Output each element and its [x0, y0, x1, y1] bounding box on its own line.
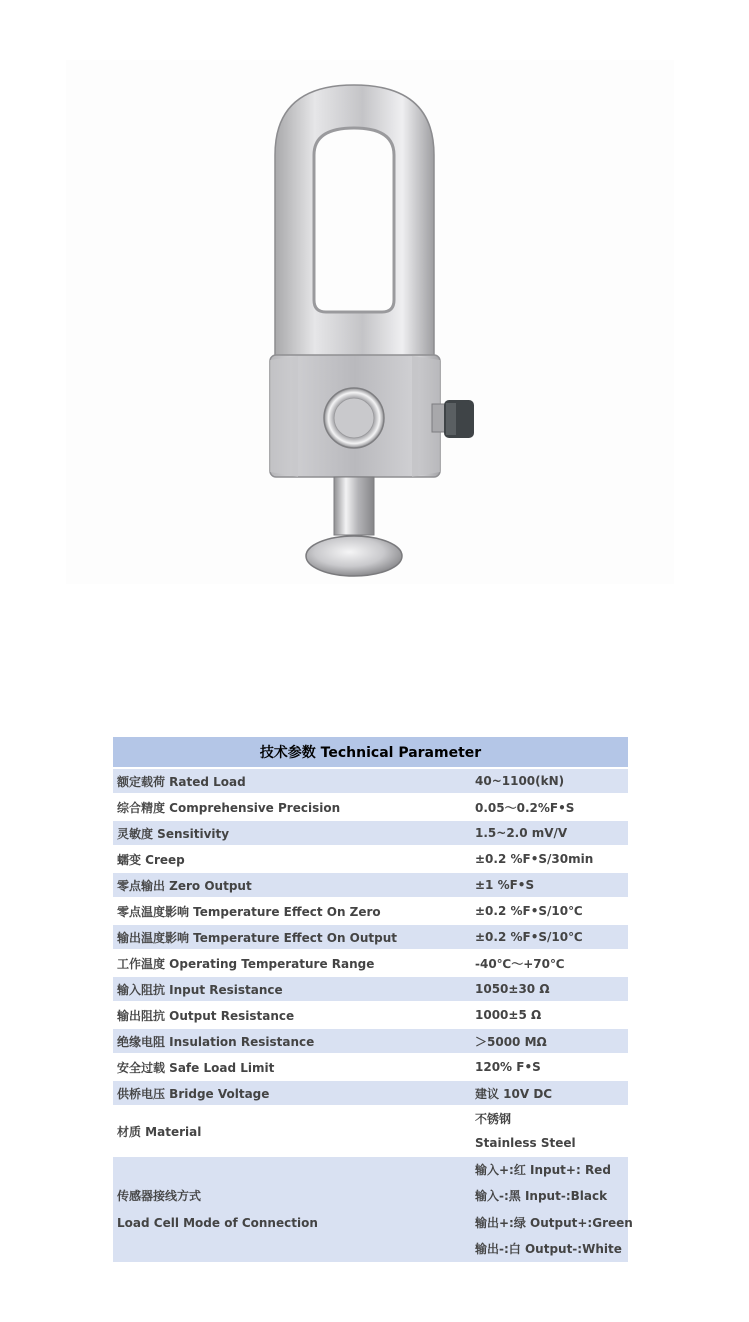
wire-output-plus: 输出+:绿 Output+:Green: [475, 1215, 633, 1230]
param-value: 120% F•S: [465, 1054, 628, 1080]
param-value: 0.05～0.2%F•S: [465, 794, 628, 820]
param-value: ±0.2 %F•S/30min: [465, 846, 628, 872]
param-value: 1000±5 Ω: [465, 1002, 628, 1028]
table-row: [113, 872, 628, 898]
table-row: [113, 820, 628, 846]
param-value: -40℃～+70℃: [465, 950, 628, 976]
table-row: [113, 794, 628, 820]
table-row: [113, 950, 628, 976]
wire-input-plus: 输入+:红 Input+: Red: [475, 1163, 611, 1177]
param-label: 输出阻抗 Output Resistance: [113, 1002, 465, 1028]
table-row: [113, 1054, 628, 1080]
table-header-row: [113, 737, 628, 768]
param-label: 绝缘电阻 Insulation Resistance: [113, 1028, 465, 1054]
param-label: 零点温度影响 Temperature Effect On Zero: [113, 898, 465, 924]
connection-row: [113, 1156, 628, 1263]
param-label: 零点输出 Zero Output: [113, 872, 465, 898]
param-label: 灵敏度 Sensitivity: [113, 820, 465, 846]
technical-parameter-table: [113, 737, 633, 1264]
param-label: 输入阻抗 Input Resistance: [113, 976, 465, 1002]
table-row: [113, 846, 628, 872]
material-row: [113, 1106, 628, 1156]
product-photo: [66, 60, 674, 584]
param-label: 输出温度影响 Temperature Effect On Output: [113, 924, 465, 950]
param-label: 额定载荷 Rated Load: [113, 768, 465, 794]
table-row: [113, 898, 628, 924]
param-label: 供桥电压 Bridge Voltage: [113, 1080, 465, 1106]
table-row: [113, 1028, 628, 1054]
param-value: 40~1100(kN): [465, 768, 628, 794]
param-label: 蠕变 Creep: [113, 846, 465, 872]
param-value: 建议 10V DC: [465, 1080, 628, 1106]
param-value: 1.5~2.0 mV/V: [465, 820, 628, 846]
param-value: 1050±30 Ω: [465, 976, 628, 1002]
param-label: 工作温度 Operating Temperature Range: [113, 950, 465, 976]
load-cell-illustration: [66, 60, 674, 584]
param-value: ±1 %F•S: [465, 872, 628, 898]
table-row: [113, 1002, 628, 1028]
param-value: ±0.2 %F•S/10℃: [465, 924, 628, 950]
connection-values: [465, 1156, 633, 1263]
param-label: 综合精度 Comprehensive Precision: [113, 794, 465, 820]
connection-label-en: Load Cell Mode of Connection: [117, 1215, 318, 1230]
param-value: ±0.2 %F•S/10℃: [465, 898, 628, 924]
connection-label-cn: 传感器接线方式: [117, 1188, 202, 1203]
table-title: 技术参数 Technical Parameter: [113, 737, 628, 768]
table-row: [113, 976, 628, 1002]
table-row: [113, 768, 628, 794]
material-value-en: Stainless Steel: [475, 1136, 576, 1150]
table-row: [113, 924, 628, 950]
material-value-cn: 不锈钢: [475, 1112, 512, 1126]
material-value: [465, 1106, 628, 1156]
table-row: [113, 1080, 628, 1106]
param-value: ＞5000 MΩ: [465, 1028, 628, 1054]
wire-input-minus: 输入-:黑 Input-:Black: [475, 1189, 608, 1204]
connection-label: [113, 1156, 465, 1263]
material-label: 材质 Material: [113, 1106, 465, 1156]
wire-output-minus: 输出-:白 Output-:White: [475, 1241, 622, 1256]
param-label: 安全过载 Safe Load Limit: [113, 1054, 465, 1080]
